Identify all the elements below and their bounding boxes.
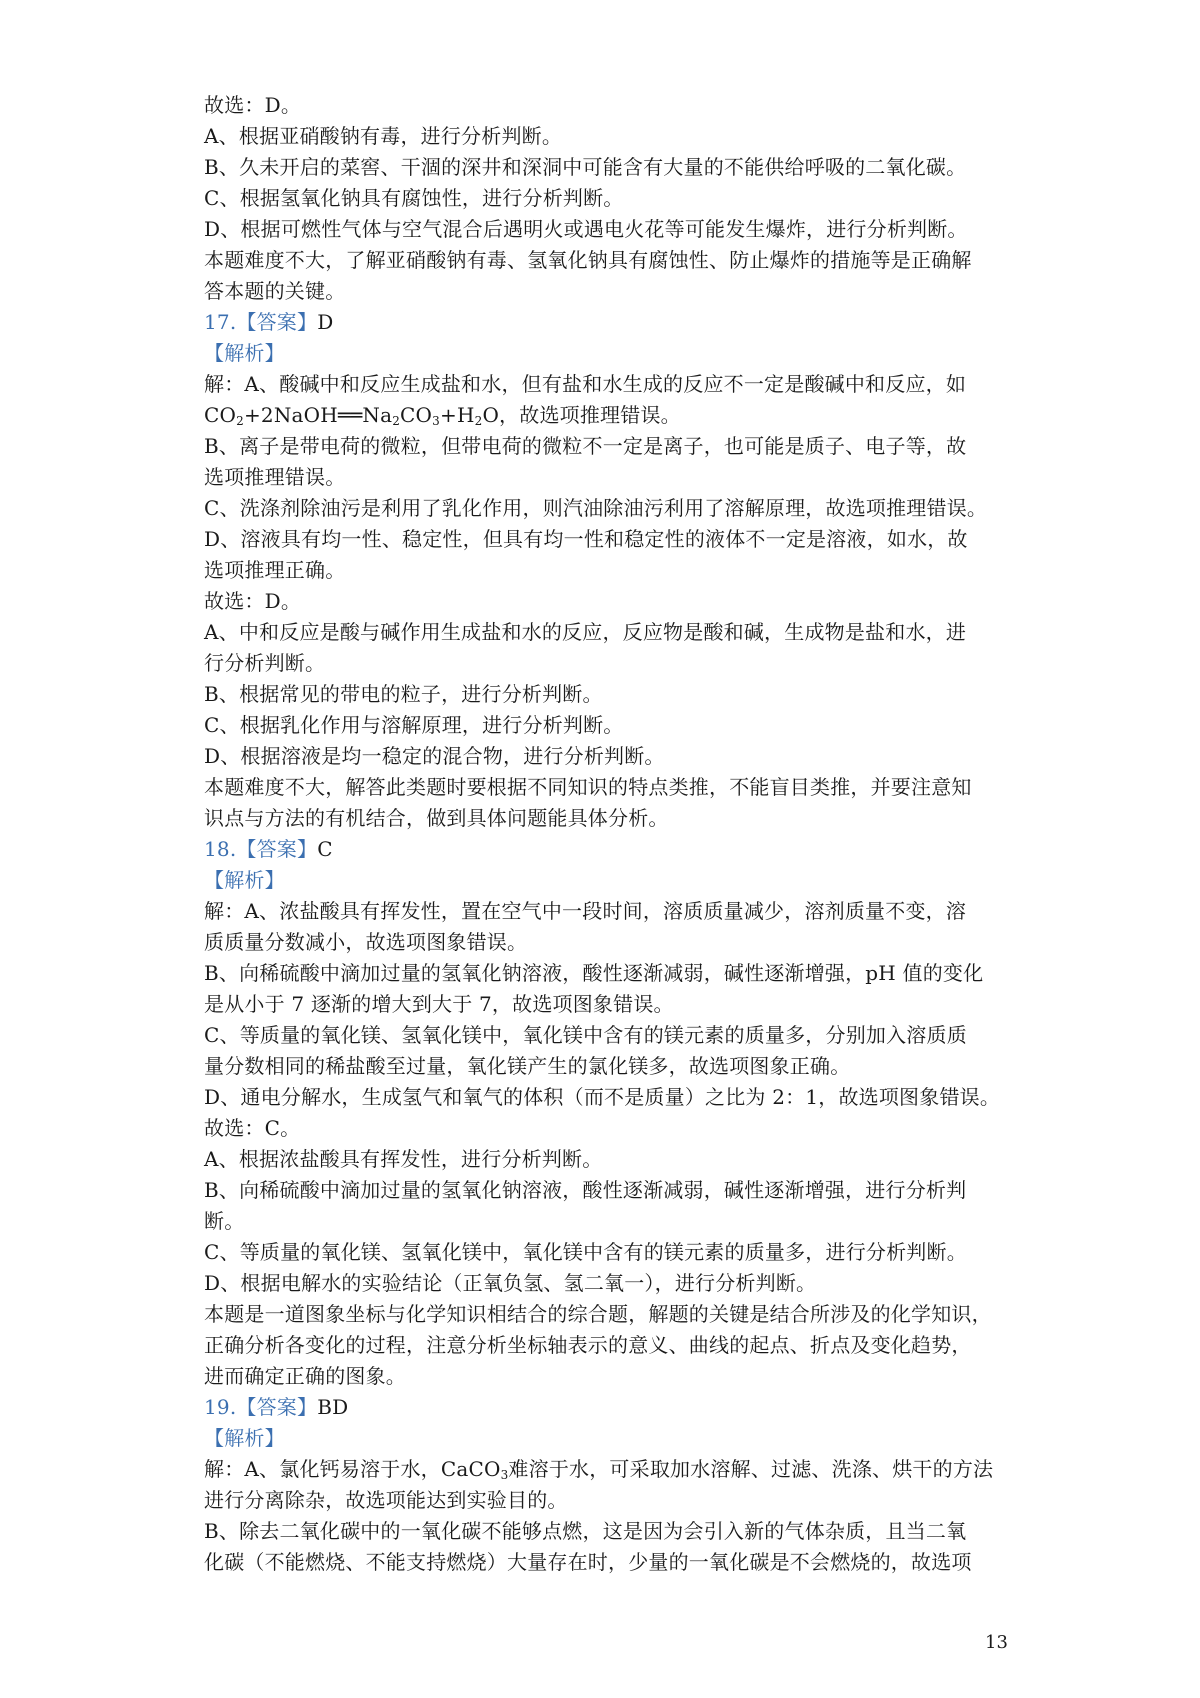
q19-option-a: 进行分离除杂，故选项能达到实验目的。	[204, 1488, 568, 1512]
q18-option-c: 量分数相同的稀盐酸至过量，氧化镁产生的氯化镁多，故选项图象正确。	[204, 1054, 851, 1078]
q19-answer-label: 19.【答案】	[204, 1395, 318, 1419]
q16-tip-c: C、根据氢氧化钠具有腐蚀性，进行分析判断。	[204, 186, 624, 210]
q18-tip-b: 断。	[204, 1209, 245, 1233]
q18-summary-line: 进而确定正确的图象。	[204, 1364, 406, 1388]
q18-tip-a: A、根据浓盐酸具有挥发性，进行分析判断。	[204, 1147, 603, 1171]
q18-option-c: C、等质量的氧化镁、氢氧化镁中，氧化镁中含有的镁元素的质量多，分别加入溶质质	[204, 1023, 967, 1047]
q18-answer-heading	[204, 834, 1004, 865]
q16-tip-b: B、久未开启的菜窖、干涸的深井和深洞中可能含有大量的不能供给呼吸的二氧化碳。	[204, 155, 967, 179]
q16-summary-line: 答本题的关键。	[204, 279, 346, 303]
q18-option-a: 质质量分数减小，故选项图象错误。	[204, 930, 528, 954]
q19-answer-value: BD	[317, 1395, 349, 1419]
q18-tip-d: D、根据电解水的实验结论（正氧负氢、氢二氧一），进行分析判断。	[204, 1271, 817, 1295]
q17-option-c: C、洗涤剂除油污是利用了乳化作用，则汽油除油污利用了溶解原理，故选项推理错误。	[204, 496, 988, 520]
q18-analysis-label: 【解析】	[204, 868, 285, 892]
q17-option-a-equation: $CO_2+2NaOH══Na_2CO_3+H_2O$，故选项推理错误。	[204, 403, 681, 428]
q16-tip-d: D、根据可燃性气体与空气混合后遇明火或遇电火花等可能发生爆炸，进行分析判断。	[204, 217, 968, 241]
q17-summary-line: 识点与方法的有机结合，做到具体问题能具体分析。	[204, 806, 669, 830]
q17-option-d: 选项推理正确。	[204, 558, 346, 582]
q17-tip-d: D、根据溶液是均一稳定的混合物，进行分析判断。	[204, 744, 665, 768]
q16-choice: 故选：D。	[204, 93, 302, 117]
q17-analysis-label: 【解析】	[204, 341, 285, 365]
q17-tip-a: A、中和反应是酸与碱作用生成盐和水的反应，反应物是酸和碱，生成物是盐和水，进	[204, 620, 967, 644]
q17-option-a: 解：A、酸碱中和反应生成盐和水，但有盐和水生成的反应不一定是酸碱中和反应，如	[204, 372, 967, 396]
q18-option-b: B、向稀硫酸中滴加过量的氢氧化钠溶液，酸性逐渐减弱，碱性逐渐增强，pH 值的变化	[204, 961, 984, 985]
q18-tip-c: C、等质量的氧化镁、氢氧化镁中，氧化镁中含有的镁元素的质量多，进行分析判断。	[204, 1240, 967, 1264]
q17-tip-a: 行分析判断。	[204, 651, 326, 675]
q18-summary-line: 正确分析各变化的过程，注意分析坐标轴表示的意义、曲线的起点、折点及变化趋势，	[204, 1333, 972, 1357]
q17-answer-heading	[204, 307, 1004, 338]
q16-tip-a: A、根据亚硝酸钠有毒，进行分析判断。	[204, 124, 563, 148]
q17-summary-line: 本题难度不大，解答此类题时要根据不同知识的特点类推，不能盲目类推，并要注意知	[204, 775, 972, 799]
q19-option-a: 解：A、氯化钙易溶于水，CaCO$_3$难溶于水，可采取加水溶解、过滤、洗涤、烘干的方法	[204, 1457, 994, 1482]
q18-answer-label: 18.【答案】	[204, 837, 318, 861]
q17-choice: 故选：D。	[204, 589, 302, 613]
q18-tip-b: B、向稀硫酸中滴加过量的氢氧化钠溶液，酸性逐渐减弱，碱性逐渐增强，进行分析判	[204, 1178, 967, 1202]
q19-option-b: B、除去二氧化碳中的一氧化碳不能够点燃，这是因为会引入新的气体杂质，且当二氧	[204, 1519, 967, 1543]
q18-option-d: D、通电分解水，生成氢气和氧气的体积（而不是质量）之比为 2：1，故选项图象错误。	[204, 1085, 1001, 1109]
q17-option-b: B、离子是带电荷的微粒，但带电荷的微粒不一定是离子，也可能是质子、电子等，故	[204, 434, 967, 458]
page-number: 13	[985, 1632, 1008, 1653]
q17-tip-c: C、根据乳化作用与溶解原理，进行分析判断。	[204, 713, 624, 737]
q19-option-b: 化碳（不能燃烧、不能支持燃烧）大量存在时，少量的一氧化碳是不会燃烧的，故选项	[204, 1550, 972, 1574]
q17-answer-value: D	[317, 310, 334, 334]
q18-option-a: 解：A、浓盐酸具有挥发性，置在空气中一段时间，溶质质量减少，溶剂质量不变，溶	[204, 899, 967, 923]
q18-option-b: 是从小于 7 逐渐的增大到大于 7，故选项图象错误。	[204, 992, 674, 1016]
q19-answer-heading	[204, 1392, 1004, 1423]
q19-analysis-label: 【解析】	[204, 1426, 285, 1450]
q18-answer-value: C	[317, 837, 333, 861]
q18-summary-line: 本题是一道图象坐标与化学知识相结合的综合题，解题的关键是结合所涉及的化学知识，	[204, 1302, 992, 1326]
q16-summary-line: 本题难度不大，了解亚硝酸钠有毒、氢氧化钠具有腐蚀性、防止爆炸的措施等是正确解	[204, 248, 972, 272]
q18-choice: 故选：C。	[204, 1116, 301, 1140]
document-body	[204, 90, 1004, 1578]
q17-tip-b: B、根据常见的带电的粒子，进行分析判断。	[204, 682, 603, 706]
q17-option-d: D、溶液具有均一性、稳定性，但具有均一性和稳定性的液体不一定是溶液，如水，故	[204, 527, 968, 551]
q17-answer-label: 17.【答案】	[204, 310, 318, 334]
q17-option-b: 选项推理错误。	[204, 465, 346, 489]
